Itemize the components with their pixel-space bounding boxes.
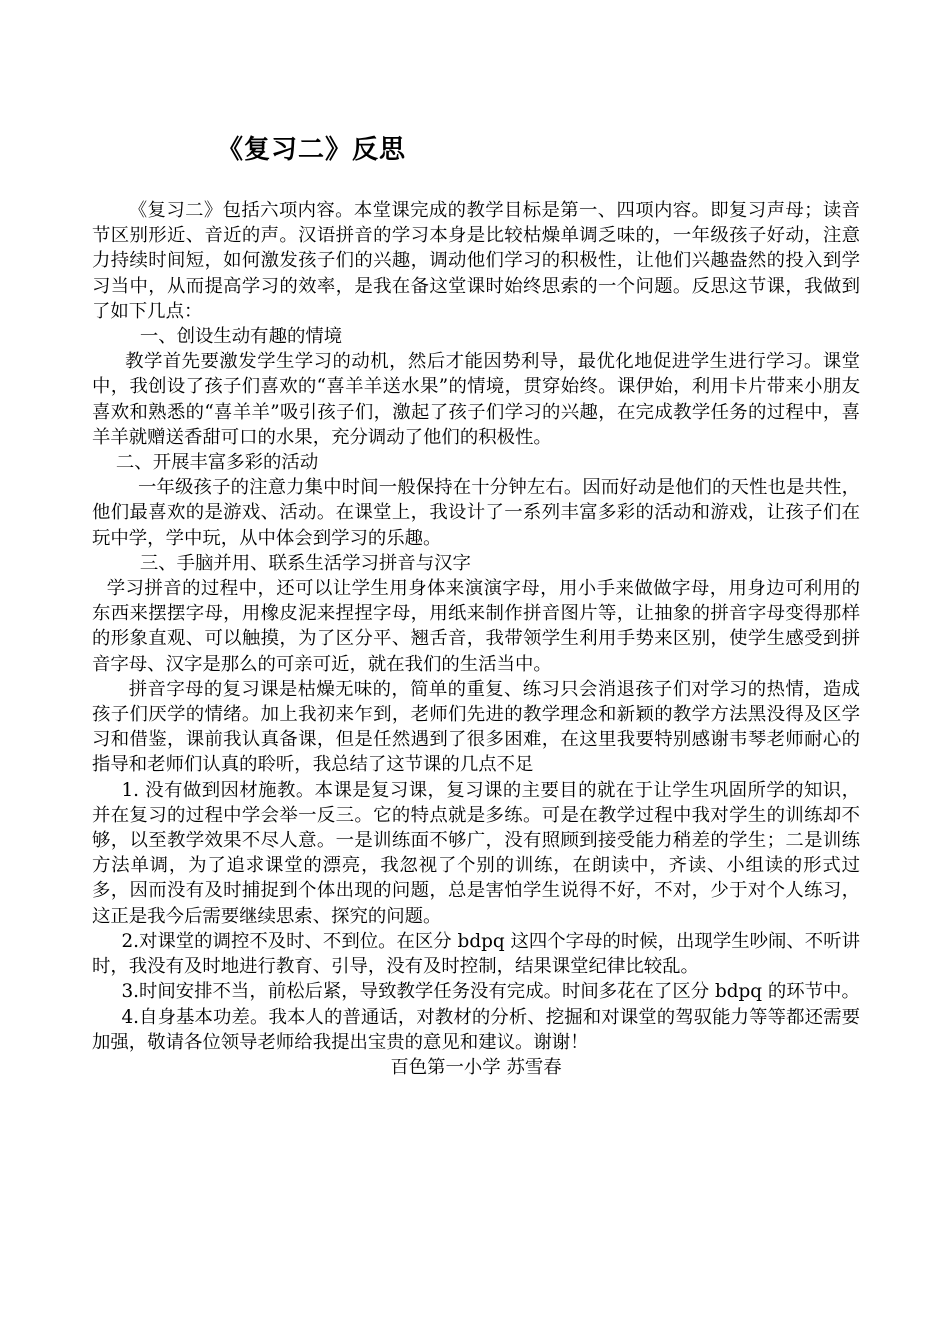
section-1-body: 教学首先要激发学生学习的动机，然后才能因势利导，最优化地促进学生进行学习。课堂中，我创设了孩子们喜欢的“喜羊羊送水果”的情境，贯穿始终。课伊始，利用卡片带来小朋友喜欢和熟悉的“喜羊羊”吸引孩子们，激起了孩子们学习的兴趣，在完成教学任务的过程中，喜羊羊就赠送香甜可口的水果，充分调动了他们的积极性。 [92,351,860,448]
document-title: 《复习二》反思 [217,135,407,165]
point-3: 3.时间安排不当，前松后紧，导致教学任务没有完成。时间多花在了区分 bdpq 的环节中。 [121,981,860,1003]
point-1: 1. 没有做到因材施教。本课是复习课，复习课的主要目的就在于让学生巩固所学的知识，并在复习的过程中学会举一反三。它的特点就是多练。可是在教学过程中我对学生的训练却不够，以至教学效果不尽人意。一是训练面不够广，没有照顾到接受能力稍差的学生；二是训练方法单调，为了追求课堂的漂亮，我忽视了个别的训练，在朗读中，齐读、小组读的形式过多，因而没有及时捕捉到个体出现的问题，总是害怕学生说得不好，不对，少于对个人练习，这正是我今后需要继续思索、探究的问题。 [92,779,860,927]
point-2: 2.对课堂的调控不及时、不到位。在区分 bdpq 这四个字母的时候，出现学生吵闹、不听讲时，我没有及时地进行教育、引导，没有及时控制，结果课堂纪律比较乱。 [92,930,860,978]
section-2-body: 一年级孩子的注意力集中时间一般保持在十分钟左右。因而好动是他们的天性也是共性，他们最喜欢的是游戏、活动。在课堂上，我设计了一系列丰富多彩的活动和游戏，让孩子们在玩中学，学中玩，从中体会到学习的乐趣。 [92,477,860,549]
shortcomings-intro: 拼音字母的复习课是枯燥无味的，简单的重复、练习只会消退孩子们对学习的热情，造成孩子们厌学的情绪。加上我初来乍到，老师们先进的教学理念和新颖的教学方法黑没得及区学习和借鉴，课前我认真备课，但是任然遇到了很多困难，在这里我要特别感谢韦琴老师耐心的指导和老师们认真的聆听，我总结了这节课的几点不足 [92,678,860,776]
section-3-body: 学习拼音的过程中，还可以让学生用身体来演演字母，用小手来做做字母，用身边可利用的东西来摆摆字母，用橡皮泥来捏捏字母，用纸来制作拼音图片等，让抽象的拼音字母变得那样的形象直观、可以触摸，为了区分平、翘舌音，我带领学生利用手势来区别，使学生感受到拼音字母、汉字是那么的可亲可近，就在我们的生活当中。 [92,578,860,675]
section-2-heading: 二、开展丰富多彩的活动 [115,452,319,474]
document-body [92,198,860,1080]
signature: 百色第一小学 苏雪春 [390,1056,562,1078]
point-4: 4.自身基本功差。我本人的普通话，对教材的分析、挖掘和对课堂的驾驭能力等等都还需要加强，敬请各位领导老师给我提出宝贵的意见和建议。谢谢！ [92,1006,860,1053]
section-1-heading: 一、创设生动有趣的情境 [139,326,343,348]
intro-paragraph: 《复习二》包括六项内容。本堂课完成的教学目标是第一、四项内容。即复习声母；读音节区别形近、音近的声。汉语拼音的学习本身是比较枯燥单调乏味的，一年级孩子好动，注意力持续时间短，如何激发孩子们的兴趣，调动他们学习的积极性，让他们兴趣盎然的投入到学习当中，从而提高学习的效率，是我在备这堂课时始终思索的一个问题。反思这节课，我做到了如下几点： [92,200,860,322]
section-3-heading: 三、手脑并用、联系生活学习拼音与汉字 [139,552,471,574]
